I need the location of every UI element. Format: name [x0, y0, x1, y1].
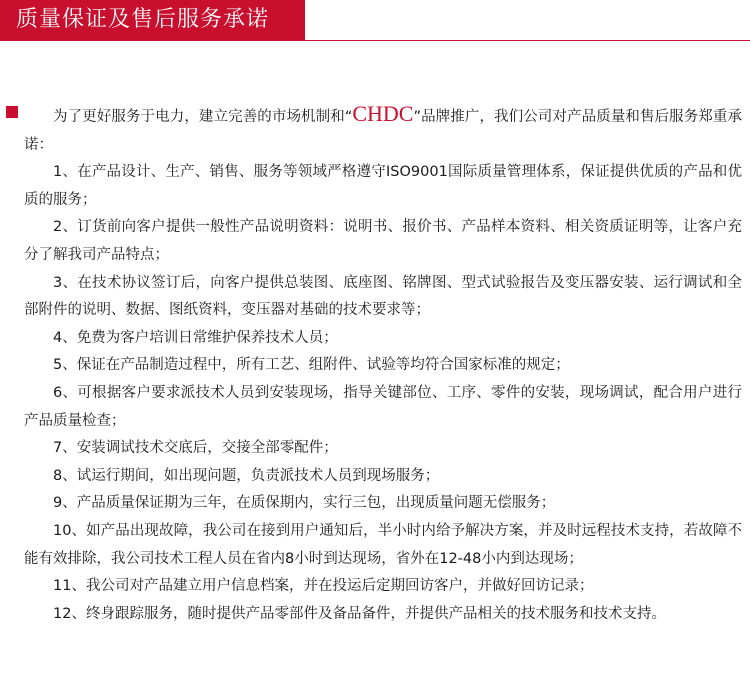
commitment-item-11: 11、我公司对产品建立用户信息档案，并在投运后定期回访客户，并做好回访记录；	[53, 578, 594, 595]
intro-paragraph	[24, 100, 742, 159]
header-divider	[0, 40, 750, 41]
brand-name: CHDC	[352, 101, 414, 126]
commitment-text	[24, 100, 742, 628]
commitment-item-12: 12、终身跟踪服务，随时提供产品零部件及备品备件，并提供产品相关的技术服务和技术支持。	[53, 605, 666, 622]
commitment-item-8: 8、试运行期间，如出现问题，负责派技术人员到现场服务；	[53, 467, 440, 484]
commitment-item-3: 3、在技术协议签订后，向客户提供总装图、底座图、铭牌图、型式试验报告及变压器安装、运行调试和全部附件的说明、数据、图纸资料，变压器对基础的技术要求等；	[24, 274, 742, 319]
page-title: 质量保证及售后服务承诺	[16, 7, 270, 32]
commitment-item-1: 1、在产品设计、生产、销售、服务等领域严格遵守ISO9001国际质量管理体系，保证提供优质的产品和优质的服务；	[24, 164, 742, 208]
header-banner	[0, 0, 305, 40]
commitment-item-7: 7、安装调试技术交底后，交接全部零配件；	[53, 440, 338, 457]
commitment-item-4: 4、免费为客户培训日常维护保养技术人员；	[53, 329, 338, 346]
commitment-item-9: 9、产品质量保证期为三年，在质保期内，实行三包，出现质量问题无偿服务；	[53, 495, 556, 512]
commitment-item-6: 6、可根据客户要求派技术人员到安装现场，指导关键部位、工序、零件的安装，现场调试，配合用户进行产品质量检查；	[24, 384, 742, 429]
intro-text-after: ”品牌推广，我们公司对产品质量和售后服务郑重承诺：	[24, 109, 742, 153]
commitment-item-10: 10、如产品出现故障，我公司在接到用户通知后，半小时内给予解决方案，并及时远程技术支持，若故障不能有效排除，我公司技术工程人员在省内8小时到达现场，省外在12-48小内到达现场；	[24, 522, 742, 567]
intro-text-before: 为了更好服务于电力，建立完善的市场机制和“	[53, 109, 353, 125]
commitment-item-5: 5、保证在产品制造过程中，所有工艺、组附件、试验等均符合国家标准的规定；	[53, 357, 570, 374]
red-square-bullet-icon	[6, 106, 18, 118]
commitment-item-2: 2、订货前向客户提供一般性产品说明资料：说明书、报价书、产品样本资料、相关资质证明等，让客户充分了解我司产品特点；	[24, 219, 742, 263]
